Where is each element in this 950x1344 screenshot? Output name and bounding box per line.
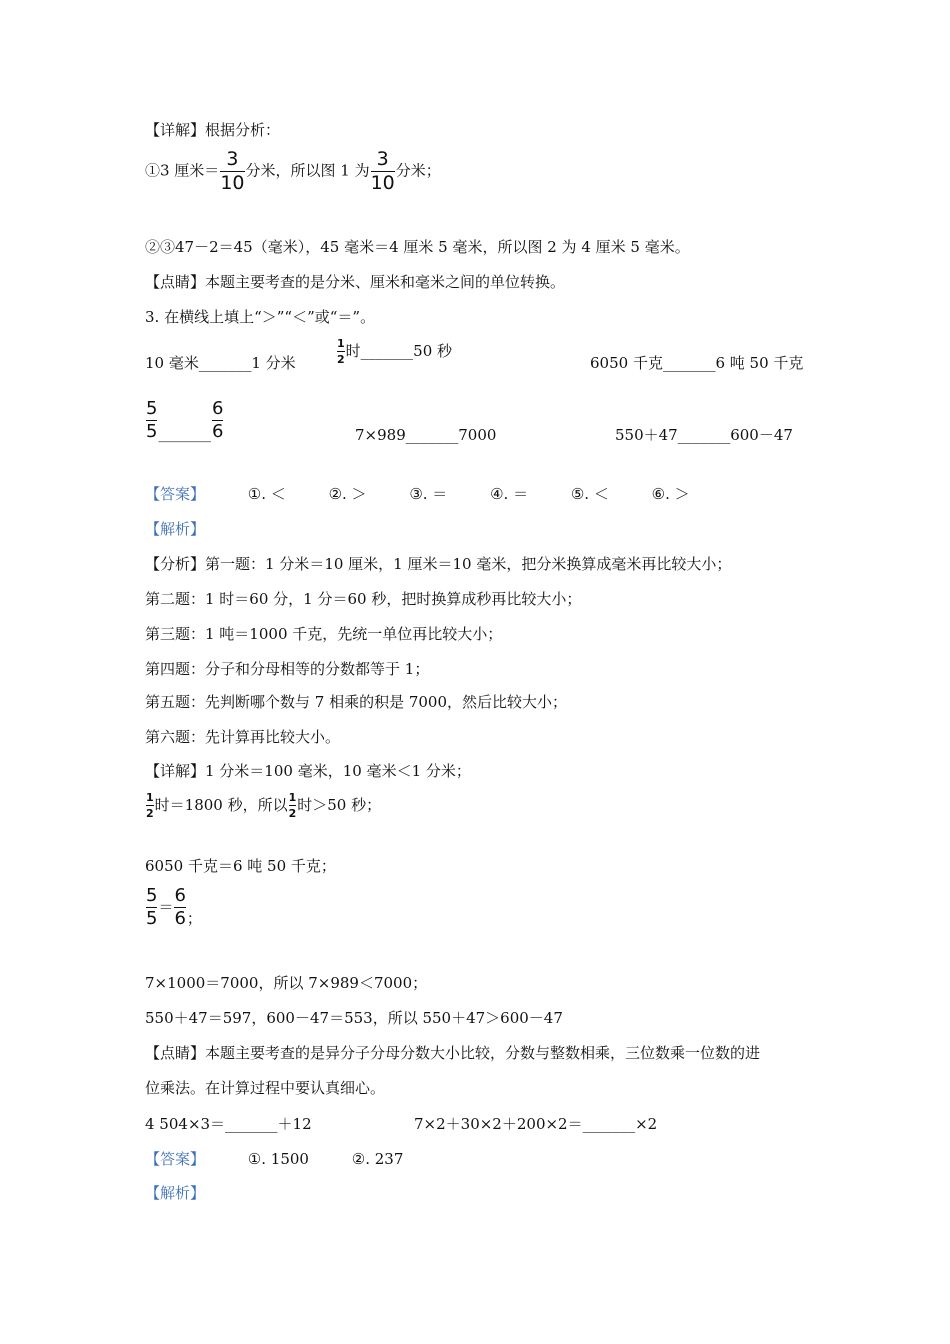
jiexi-label-2: 【解析】	[145, 1184, 206, 1202]
line-a-text-1: ①3 厘米＝	[145, 161, 220, 180]
question-4-part-a: 4 504×3＝_______＋12	[145, 1115, 312, 1133]
fraction-1-2-a: $\frac{1}{2}$	[146, 791, 154, 820]
fraction-1-2-b: $\frac{1}{2}$	[288, 791, 297, 820]
fraction-1-2: $\frac{1}{2}$	[337, 337, 345, 366]
fraction-5-5: $\frac{5}{5}$	[146, 398, 158, 442]
jiexi-label: 【解析】	[145, 520, 206, 538]
q3-item-6: 550＋47_______600－47	[615, 426, 793, 444]
analysis-line-3: 第三题：1 吨＝1000 千克，先统一单位再比较大小；	[145, 625, 503, 643]
answer-q4-1: ①. 1500	[247, 1150, 309, 1168]
answer-label: 【答案】	[145, 485, 206, 503]
answer-2: ②. ＞	[328, 485, 367, 503]
fraction-3-10-b: $\frac{3}{10}$	[370, 148, 395, 194]
analysis-line-5: 第五题：先判断哪个数与 7 相乘的积是 7000，然后比较大小；	[145, 693, 568, 711]
half-hour-line: $\frac{1}{2}$ 时＝1800 秒，所以 $\frac{1}{2}$ 时＞50 秒；	[146, 791, 382, 820]
detail-heading: 【详解】根据分析：	[145, 121, 281, 139]
mult-line: 7×1000＝7000，所以 7×989＜7000；	[145, 974, 428, 992]
line-a-text-3: 分米；	[395, 161, 441, 180]
q3-item-4: $\frac{5}{5}$ _______ $\frac{6}{6}$	[146, 398, 224, 443]
analysis-line-6: 第六题：先计算再比较大小。	[145, 728, 341, 746]
answer-6: ⑥. ＞	[651, 485, 690, 503]
answer-5: ⑤. ＜	[570, 485, 609, 503]
q3-item-1: 10 毫米_______1 分米	[145, 354, 296, 372]
mm-conversion-line: ②③47－2＝45（毫米），45 毫米＝4 厘米 5 毫米，所以图 2 为 4 厘米 5 毫米。	[145, 238, 690, 256]
fraction-equal-line: $\frac{5}{5}$ ＝ $\frac{6}{6}$ ；	[146, 885, 202, 929]
answer-3: ③. ＝	[409, 485, 448, 503]
dianjing-2-line-2: 位乘法。在计算过程中要认真细心。	[145, 1079, 386, 1097]
answer-4: ④. ＝	[490, 485, 529, 503]
kg-line: 6050 千克＝6 吨 50 千克；	[145, 857, 336, 875]
question-4-part-b: 7×2＋30×2＋200×2＝_______×2	[414, 1115, 658, 1133]
analysis-line-4: 第四题：分子和分母相等的分数都等于 1；	[145, 660, 430, 678]
answer-1: ①. ＜	[247, 485, 286, 503]
fraction-5-5-b: $\frac{5}{5}$	[146, 885, 158, 929]
fraction-3-10: $\frac{3}{10}$	[220, 148, 245, 194]
detail-2: 【详解】1 分米＝100 毫米，10 毫米＜1 分米；	[145, 762, 471, 780]
fraction-6-6-b: $\frac{6}{6}$	[174, 885, 186, 929]
q3-item-2: $\frac{1}{2}$ 时_______50 秒	[337, 337, 453, 366]
analysis-line-1: 【分析】第一题：1 分米＝10 厘米，1 厘米＝10 毫米，把分米换算成毫米再比较大小；	[145, 555, 732, 573]
question-3-title: 3. 在横线上填上“＞”“＜”或“＝”。	[145, 308, 376, 326]
line-a-text-2: 分米，所以图 1 为	[245, 161, 370, 180]
answer-q4-2: ②. 237	[351, 1150, 404, 1168]
dianjing-1: 【点睛】本题主要考查的是分米、厘米和毫米之间的单位转换。	[145, 273, 566, 291]
fraction-conversion-line	[145, 150, 441, 193]
q3-item-5: 7×989_______7000	[355, 426, 497, 444]
fraction-6-6: $\frac{6}{6}$	[211, 398, 224, 442]
sum-line: 550＋47＝597，600－47＝553，所以 550＋47＞600－47	[145, 1009, 563, 1027]
answer-row-q3	[145, 484, 690, 504]
analysis-line-2: 第二题：1 时＝60 分，1 分＝60 秒，把时换算成秒再比较大小；	[145, 590, 582, 608]
q3-item-3: 6050 千克_______6 吨 50 千克	[590, 354, 804, 372]
answer-row-q4	[145, 1149, 403, 1169]
answer-label-q4: 【答案】	[145, 1150, 206, 1168]
dianjing-2-line-1: 【点睛】本题主要考查的是异分子分母分数大小比较，分数与整数相乘，三位数乘一位数的进	[145, 1044, 761, 1062]
